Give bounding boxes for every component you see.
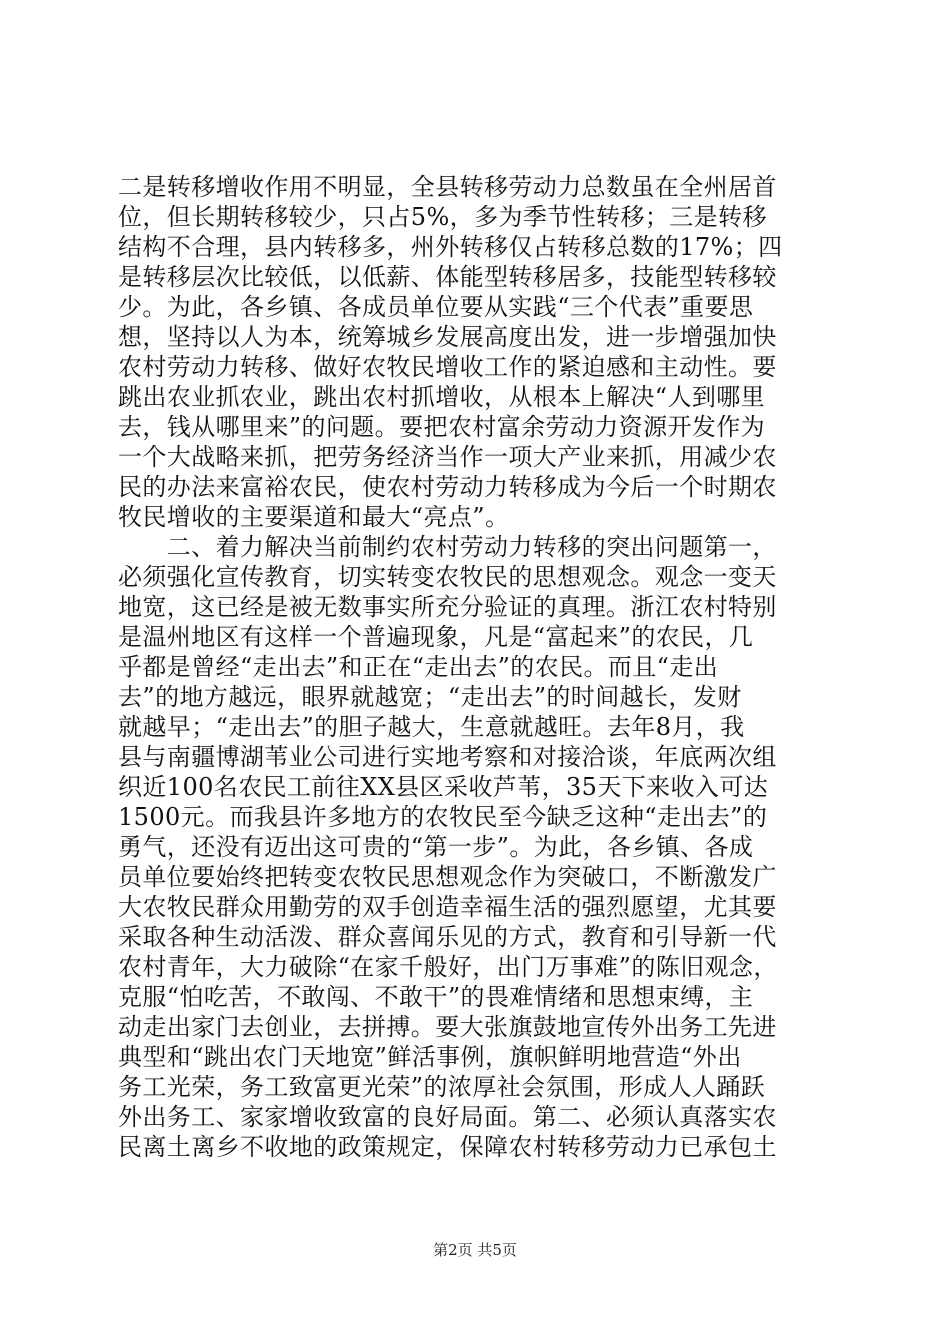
text-line: 去”的地方越远，眼界就越宽；“走出去”的时间越长，发财	[118, 683, 742, 711]
page-footer	[0, 1240, 950, 1260]
text-line: 是转移层次比较低，以低薪、体能型转移居多，技能型转移较	[118, 263, 777, 291]
text-line: 大农牧民群众用勤劳的双手创造幸福生活的强烈愿望，尤其要	[118, 893, 777, 921]
text-line: 动走出家门去创业，去拼搏。要大张旗鼓地宣传外出务工先进	[118, 1013, 777, 1041]
text-line: 去，钱从哪里来”的问题。要把农村富余劳动力资源开发作为	[118, 413, 766, 441]
text-line: 1500元。而我县许多地方的农牧民至今缺乏这种“走出去”的	[118, 803, 768, 831]
body-text	[118, 172, 818, 1162]
text-line: 农村劳动力转移、做好农牧民增收工作的紧迫感和主动性。要	[118, 353, 777, 381]
text-line: 外出务工、家家增收致富的良好局面。第二、必须认真落实农	[118, 1103, 777, 1131]
text-line: 位，但长期转移较少，只占5%，多为季节性转移；三是转移	[118, 203, 767, 231]
text-line: 少。为此，各乡镇、各成员单位要从实践“三个代表”重要思	[118, 293, 754, 321]
text-line: 民离土离乡不收地的政策规定，保障农村转移劳动力已承包土	[118, 1133, 777, 1161]
text-line: 结构不合理，县内转移多，州外转移仅占转移总数的17%；四	[118, 233, 783, 261]
text-line: 二是转移增收作用不明显，全县转移劳动力总数虽在全州居首	[118, 173, 777, 201]
text-line: 织近100名农民工前往XX县区采收芦苇，35天下来收入可达	[118, 773, 769, 801]
text-line: 克服“怕吃苦，不敢闯、不敢干”的畏难情绪和思想束缚，主	[118, 983, 754, 1011]
text-line: 农村青年，大力破除“在家千般好，出门万事难”的陈旧观念，	[118, 953, 778, 981]
text-line: 是温州地区有这样一个普遍现象，凡是“富起来”的农民，几	[118, 623, 754, 651]
text-line: 牧民增收的主要渠道和最大“亮点”。	[118, 503, 510, 531]
text-line: 员单位要始终把转变农牧民思想观念作为突破口，不断激发广	[118, 863, 777, 891]
text-line: 想，坚持以人为本，统筹城乡发展高度出发，进一步增强加快	[118, 323, 777, 351]
section-heading-line: 二、着力解决当前制约农村劳动力转移的突出问题第一，	[118, 533, 777, 561]
text-line: 地宽，这已经是被无数事实所充分验证的真理。浙江农村特别	[118, 593, 777, 621]
text-line: 就越早；“走出去”的胆子越大，生意就越旺。去年8月，我	[118, 713, 745, 741]
text-line: 典型和“跳出农门天地宽”鲜活事例，旗帜鲜明地营造“外出	[118, 1043, 742, 1071]
text-line: 一个大战略来抓，把劳务经济当作一项大产业来抓，用减少农	[118, 443, 777, 471]
text-line: 乎都是曾经“走出去”和正在“走出去”的农民。而且“走出	[118, 653, 719, 681]
text-line: 采取各种生动活泼、群众喜闻乐见的方式，教育和引导新一代	[118, 923, 777, 951]
text-line: 勇气，还没有迈出这可贵的“第一步”。为此，各乡镇、各成	[118, 833, 754, 861]
text-line: 跳出农业抓农业，跳出农村抓增收，从根本上解决“人到哪里	[118, 383, 766, 411]
text-line: 民的办法来富裕农民，使农村劳动力转移成为今后一个时期农	[118, 473, 777, 501]
text-line: 县与南疆博湖苇业公司进行实地考察和对接洽谈，年底两次组	[118, 743, 777, 771]
page-number: 第2页 共5页	[433, 1241, 517, 1259]
text-line: 务工光荣，务工致富更光荣”的浓厚社会氛围，形成人人踊跃	[118, 1073, 766, 1101]
text-line: 必须强化宣传教育，切实转变农牧民的思想观念。观念一变天	[118, 563, 777, 591]
